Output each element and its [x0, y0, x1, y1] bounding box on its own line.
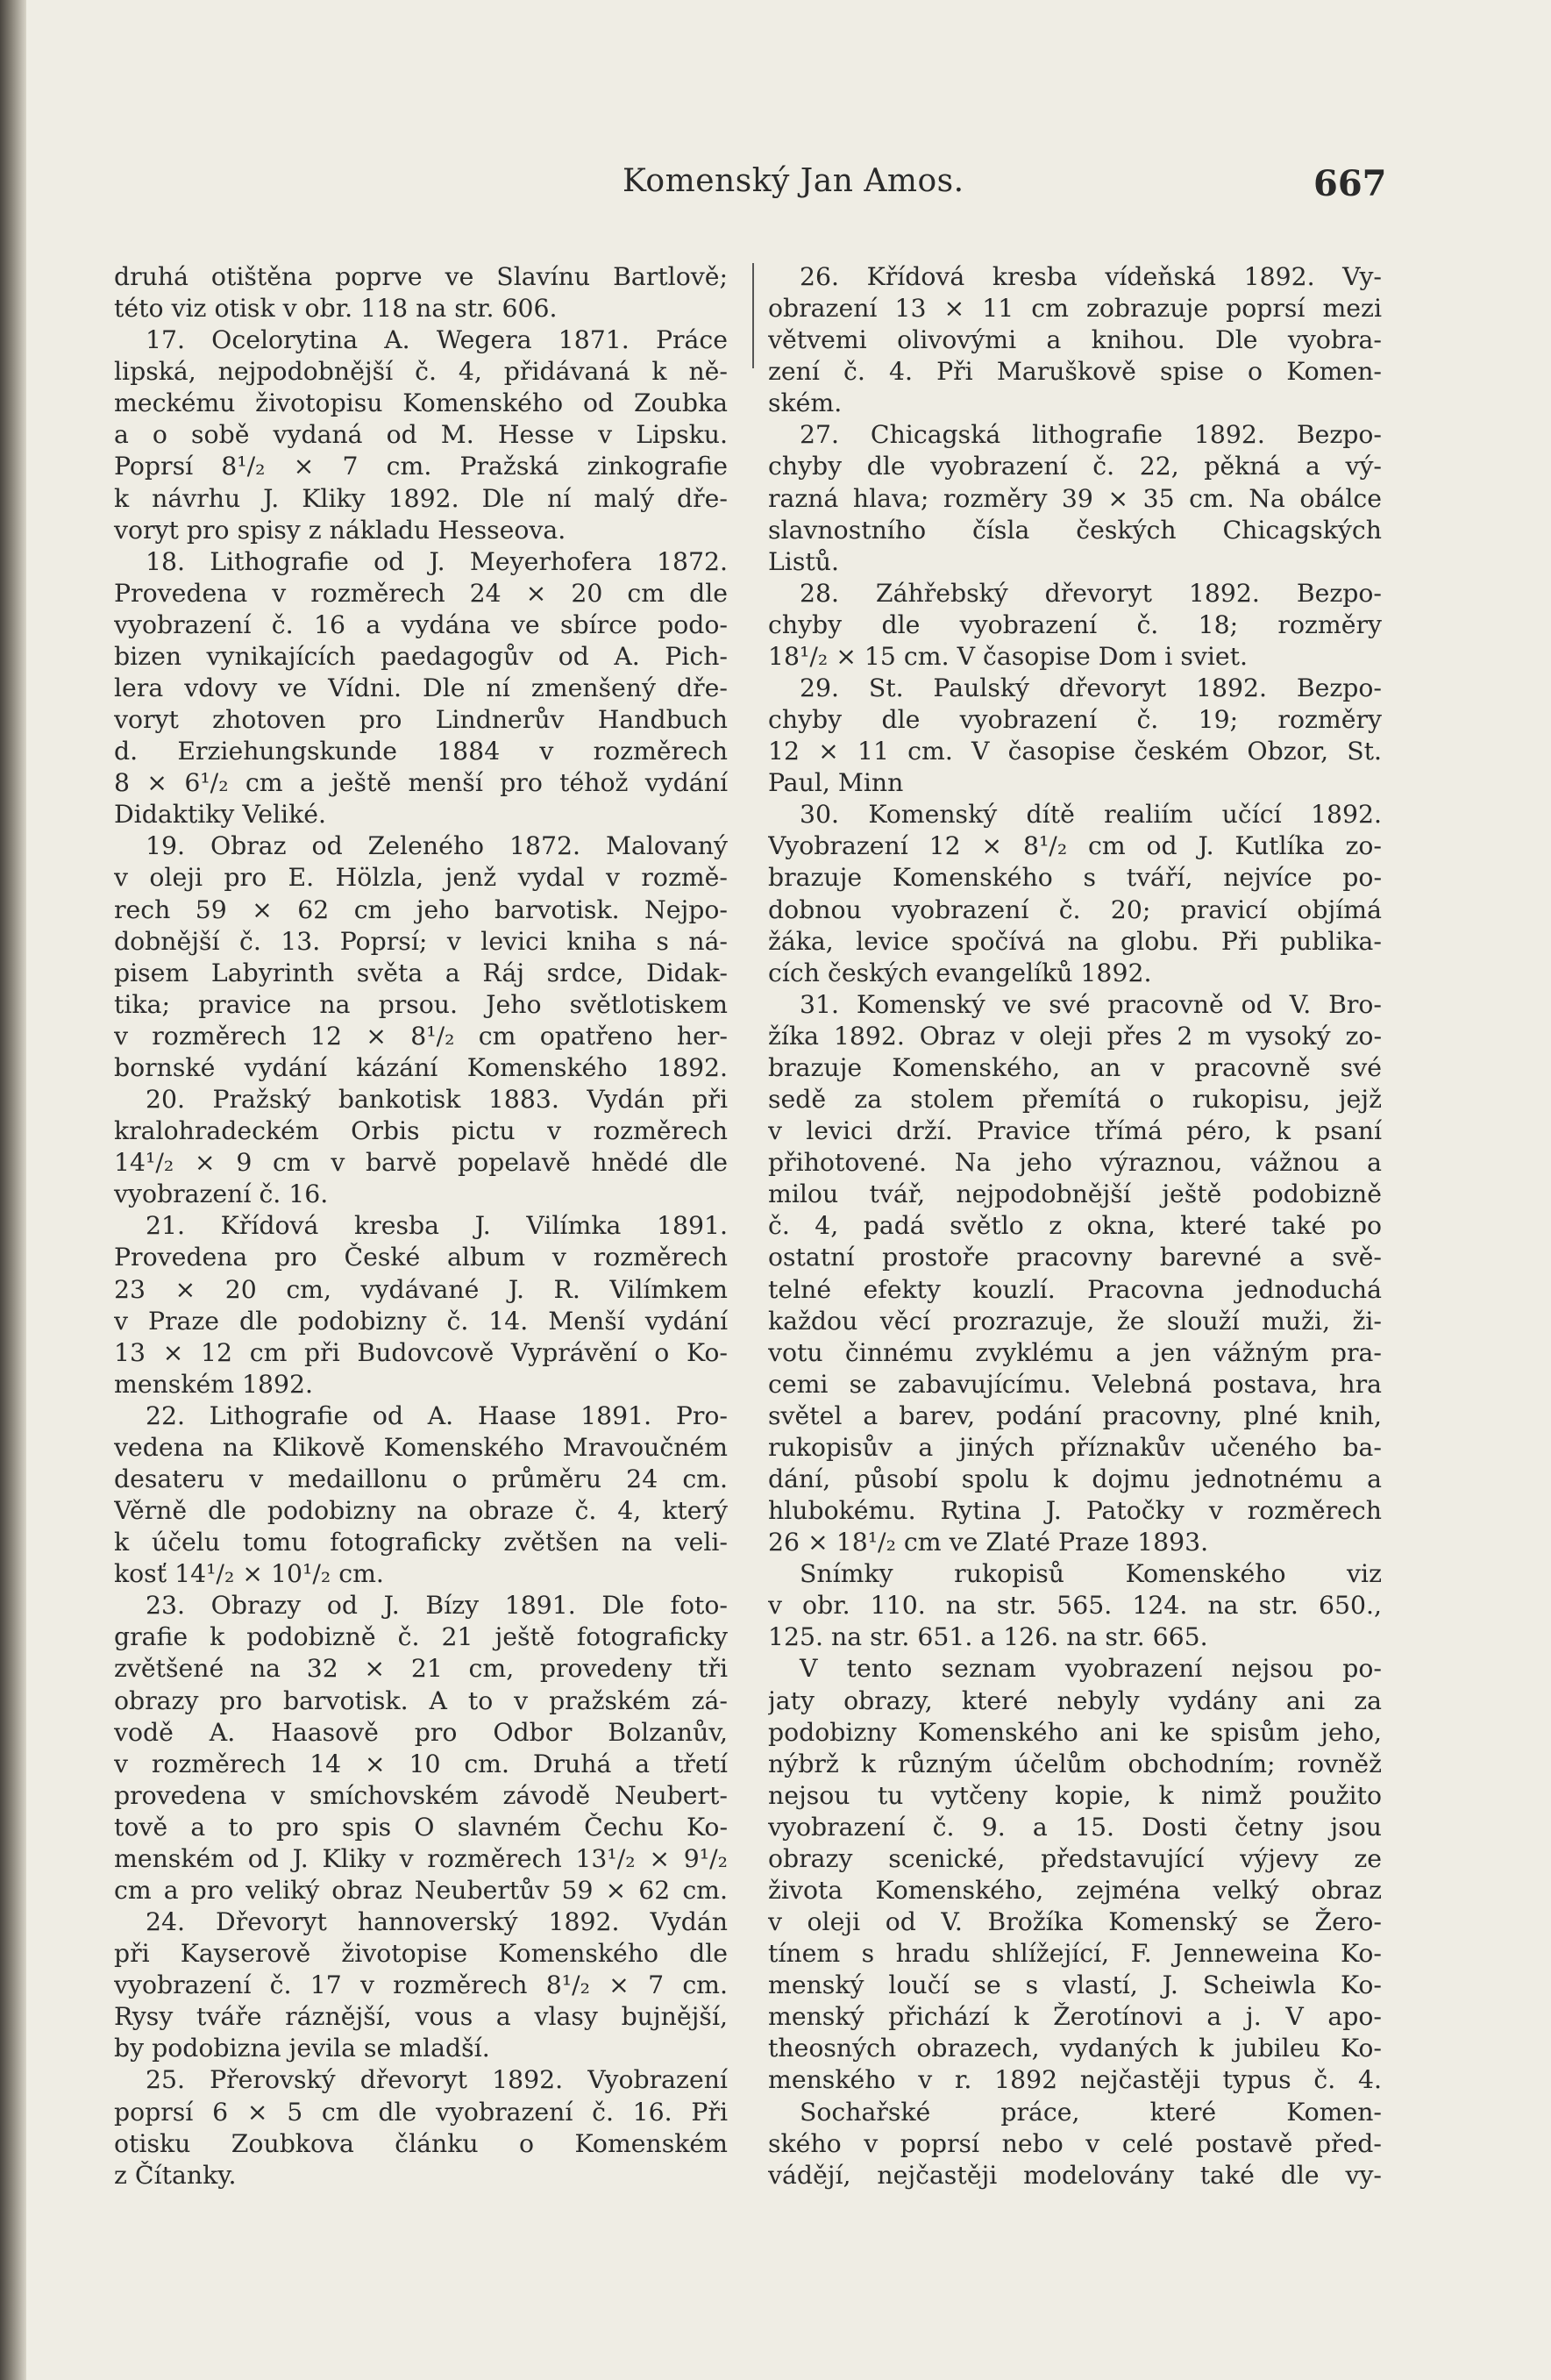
text-line: sedě za stolem přemítá o rukopisu, jejž	[768, 1085, 1382, 1115]
text-line: lipská, nejpodobnější č. 4, přidávaná k ně-	[114, 357, 728, 387]
text-line: provedena v smíchovském závodě Neubert-	[114, 1780, 728, 1810]
text-line: 24. Dřevoryt hannoverský 1892. Vydán	[146, 1907, 728, 1937]
text-line: 17. Ocelorytina A. Wegera 1871. Práce	[146, 325, 728, 355]
text-line: ostatní prostoře pracovny barevné a svě-	[768, 1243, 1382, 1272]
text-line: desateru v medaillonu o průměru 24 cm.	[114, 1464, 728, 1493]
text-line: tínem s hradu shlížející, F. Jenneweina Ko-	[768, 1939, 1382, 1969]
text-line: chyby dle vyobrazení č. 18; rozměry	[768, 609, 1382, 639]
text-line: 31. Komenský ve své pracovně od V. Bro-	[800, 989, 1382, 1019]
book-page	[26, 0, 1551, 2380]
text-line: tika; pravice na prsou. Jeho světlotiskem	[114, 989, 728, 1019]
text-line: v Praze dle podobizny č. 14. Menší vydání	[114, 1306, 728, 1336]
text-line: hlubokému. Rytina J. Patočky v rozměrech	[768, 1496, 1382, 1526]
page-number: 667	[1313, 163, 1387, 204]
text-line: světel a barev, podání pracovny, plné knih,	[768, 1400, 1382, 1430]
text-line: 30. Komenský dítě realiím učící 1892.	[800, 800, 1382, 830]
text-line: podobizny Komenského ani ke spisům jeho,	[768, 1717, 1382, 1747]
text-line: telné efekty kouzlí. Pracovna jednoduchá	[768, 1274, 1382, 1304]
text-line: jaty obrazy, které nebyly vydány ani za	[768, 1685, 1382, 1715]
text-line: rukopisův a jiných příznakův učeného ba-	[768, 1432, 1382, 1462]
text-line: obrazení 13 × 11 cm zobrazuje poprsí mezi	[768, 294, 1382, 324]
text-line: života Komenského, zejména velký obraz	[768, 1875, 1382, 1905]
text-line: 25. Přerovský dřevoryt 1892. Vyobrazení	[146, 2065, 728, 2095]
text-line: každou věcí prozrazuje, že slouží muži, ži-	[768, 1306, 1382, 1336]
text-line: Vyobrazení 12 × 8¹/₂ cm od J. Kutlíka zo-	[768, 831, 1382, 861]
text-line: kralohradeckém Orbis pictu v rozměrech	[114, 1116, 728, 1146]
text-line: této viz otisk v obr. 118 na str. 606.	[114, 294, 558, 324]
text-line: 22. Lithografie od A. Haase 1891. Pro-	[146, 1400, 728, 1430]
text-line: zení č. 4. Při Maruškově spise o Komen-	[768, 357, 1382, 387]
text-line: brazuje Komenského, an v pracovně své	[768, 1052, 1382, 1082]
text-line: voryt pro spisy z nákladu Hesseova.	[114, 515, 566, 545]
text-line: 27. Chicagská lithografie 1892. Bezpo-	[800, 420, 1382, 450]
text-line: Poprsí 8¹/₂ × 7 cm. Pražská zinkografie	[114, 452, 728, 481]
text-line: rech 59 × 62 cm jeho barvotisk. Nejpo-	[114, 894, 728, 924]
text-line: 28. Záhřebský dřevoryt 1892. Bezpo-	[800, 578, 1382, 608]
text-line: v oleji od V. Brožíka Komenský se Žero-	[768, 1907, 1382, 1937]
text-line: vyobrazení č. 16 a vydána ve sbírce podo-	[114, 609, 728, 639]
text-line: chyby dle vyobrazení č. 22, pěkná a vý-	[768, 452, 1382, 481]
text-line: nýbrž k různým účelům obchodním; rovněž	[768, 1749, 1382, 1778]
left-text-column	[114, 261, 728, 2191]
text-line: 21. Křídová kresba J. Vilímka 1891.	[146, 1211, 728, 1241]
text-line: 26 × 18¹/₂ cm ve Zlaté Praze 1893.	[768, 1528, 1209, 1557]
text-line: větvemi olivovými a knihou. Dle vyobra-	[768, 325, 1382, 355]
text-line: 13 × 12 cm při Budovcově Vyprávění o Ko-	[114, 1337, 728, 1367]
text-line: Věrně dle podobizny na obraze č. 4, který	[114, 1496, 728, 1526]
text-line: tově a to pro spis O slavném Čechu Ko-	[114, 1812, 728, 1842]
text-line: grafie k podobizně č. 21 ještě fotograficky	[114, 1622, 728, 1652]
text-line: dání, působí spolu k dojmu jednotnému a	[768, 1464, 1382, 1493]
text-line: Provedena pro České album v rozměrech	[114, 1243, 728, 1272]
text-line: bizen vynikajících paedagogův od A. Pich-	[114, 641, 728, 671]
text-line: druhá otištěna poprve ve Slavínu Bartlově;	[114, 262, 728, 291]
text-line: chyby dle vyobrazení č. 19; rozměry	[768, 705, 1382, 735]
text-line: č. 4, padá světlo z okna, které také po	[768, 1211, 1382, 1241]
text-line: meckému životopisu Komenského od Zoubka	[114, 388, 728, 418]
text-line: 23. Obrazy od J. Bízy 1891. Dle foto-	[146, 1591, 728, 1621]
text-line: Provedena v rozměrech 24 × 20 cm dle	[114, 578, 728, 608]
text-line: by podobizna jevila se mladší.	[114, 2034, 490, 2063]
text-line: a o sobě vydaná od M. Hesse v Lipsku.	[114, 420, 728, 450]
text-line: 29. St. Paulský dřevoryt 1892. Bezpo-	[800, 673, 1382, 703]
text-line: vodě A. Haasově pro Odbor Bolzanův,	[114, 1717, 728, 1747]
text-line: votu činnému zvyklému a jen vážným pra-	[768, 1337, 1382, 1367]
text-line: theosných obrazech, vydaných k jubileu Ko-	[768, 2034, 1382, 2063]
text-line: Rysy tváře ráznější, vous a vlasy bujnější,	[114, 2002, 728, 2032]
text-line: 26. Křídová kresba vídeňská 1892. Vy-	[800, 262, 1382, 291]
text-line: obrazy scenické, představující výjevy ze	[768, 1843, 1382, 1873]
text-line: k návrhu J. Kliky 1892. Dle ní malý dře-	[114, 483, 728, 513]
text-line: 14¹/₂ × 9 cm v barvě popelavě hnědé dle	[114, 1148, 728, 1178]
text-line: ském.	[768, 388, 843, 418]
book-binding-edge	[0, 0, 26, 2380]
text-line: v levici drží. Pravice třímá péro, k psaní	[768, 1116, 1382, 1146]
text-line: kosť 14¹/₂ × 10¹/₂ cm.	[114, 1559, 384, 1589]
text-line: milou tvář, nejpodobnější ještě podobizně	[768, 1179, 1382, 1209]
text-line: cm a pro veliký obraz Neubertův 59 × 62 cm.	[114, 1875, 728, 1905]
text-line: menském od J. Kliky v rozměrech 13¹/₂ × 9¹/₂	[114, 1843, 728, 1873]
text-line: vedena na Klikově Komenského Mravoučném	[114, 1432, 728, 1462]
text-line: v oleji pro E. Hölzla, jenž vydal v rozmě-	[114, 863, 728, 893]
column-divider	[752, 263, 754, 2368]
text-line: lera vdovy ve Vídni. Dle ní zmenšený dře-	[114, 673, 728, 703]
text-line: 18. Lithografie od J. Meyerhofera 1872.	[146, 546, 728, 576]
text-line: brazuje Komenského s tváří, nejvíce po-	[768, 863, 1382, 893]
text-line: Didaktiky Veliké.	[114, 800, 326, 830]
text-line: ského v poprsí nebo v celé postavě před-	[768, 2128, 1382, 2158]
text-line: dobnější č. 13. Poprsí; v levici kniha s ná-	[114, 926, 728, 956]
text-line: v obr. 110. na str. 565. 124. na str. 650.,	[768, 1591, 1382, 1621]
text-line: 20. Pražský bankotisk 1883. Vydán při	[146, 1085, 728, 1115]
text-line: cemi se zabavujícímu. Velebná postava, hra	[768, 1369, 1382, 1399]
text-line: V tento seznam vyobrazení nejsou po-	[800, 1654, 1382, 1684]
text-line: Paul, Minn	[768, 768, 904, 798]
text-line: obrazy pro barvotisk. A to v pražském zá-	[114, 1685, 728, 1715]
text-line: otisku Zoubkova článku o Komenském	[114, 2128, 728, 2158]
text-line: d. Erziehungskunde 1884 v rozměrech	[114, 737, 728, 766]
text-line: 19. Obraz od Zeleného 1872. Malovaný	[146, 831, 728, 861]
text-line: nejsou tu vytčeny kopie, k nimž použito	[768, 1780, 1382, 1810]
text-line: Listů.	[768, 546, 839, 576]
text-line: k účelu tomu fotograficky zvětšen na veli-	[114, 1528, 728, 1557]
text-line: poprsí 6 × 5 cm dle vyobrazení č. 16. Při	[114, 2097, 728, 2127]
text-line: vádějí, nejčastěji modelovány také dle vy-	[768, 2160, 1382, 2190]
text-line: Snímky rukopisů Komenského viz	[800, 1559, 1382, 1589]
text-line: vyobrazení č. 16.	[114, 1179, 329, 1209]
text-line: 125. na str. 651. a 126. na str. 665.	[768, 1622, 1208, 1652]
text-line: 18¹/₂ × 15 cm. V časopise Dom i sviet.	[768, 641, 1248, 671]
text-line: 23 × 20 cm, vydávané J. R. Vilímkem	[114, 1274, 728, 1304]
text-line: slavnostního čísla českých Chicagských	[768, 515, 1382, 545]
right-text-column	[768, 261, 1382, 2191]
text-line: menského v r. 1892 nejčastěji typus č. 4.	[768, 2065, 1382, 2095]
text-line: vyobrazení č. 17 v rozměrech 8¹/₂ × 7 cm.	[114, 1970, 728, 2000]
text-line: při Kayserově životopise Komenského dle	[114, 1939, 728, 1969]
text-line: v rozměrech 14 × 10 cm. Druhá a třetí	[114, 1749, 728, 1778]
text-line: menský přichází k Žerotínovi a j. V apo-	[768, 2002, 1382, 2032]
text-line: razná hlava; rozměry 39 × 35 cm. Na obálce	[768, 483, 1382, 513]
text-line: vyobrazení č. 9. a 15. Dosti četny jsou	[768, 1812, 1382, 1842]
text-line: zvětšené na 32 × 21 cm, provedeny tři	[114, 1654, 728, 1684]
text-line: pisem Labyrinth světa a Ráj srdce, Didak-	[114, 958, 728, 987]
text-line: menský loučí se s vlastí, J. Scheiwla Ko-	[768, 1970, 1382, 2000]
text-line: žíka 1892. Obraz v oleji přes 2 m vysoký zo-	[768, 1021, 1382, 1051]
text-line: přihotovené. Na jeho výraznou, vážnou a	[768, 1148, 1382, 1178]
text-line: 8 × 6¹/₂ cm a ještě menší pro téhož vydání	[114, 768, 728, 798]
text-line: bornské vydání kázání Komenského 1892.	[114, 1052, 728, 1082]
text-line: žáka, levice spočívá na globu. Při publika-	[768, 926, 1382, 956]
text-line: Sochařské práce, které Komen-	[800, 2097, 1382, 2127]
text-line: 12 × 11 cm. V časopise českém Obzor, St.	[768, 737, 1382, 766]
text-line: voryt zhotoven pro Lindnerův Handbuch	[114, 705, 728, 735]
text-line: z Čítanky.	[114, 2160, 237, 2190]
text-line: dobnou vyobrazení č. 20; pravicí objímá	[768, 894, 1382, 924]
text-line: v rozměrech 12 × 8¹/₂ cm opatřeno her-	[114, 1021, 728, 1051]
running-title: Komenský Jan Amos.	[623, 163, 964, 199]
text-line: cích českých evangelíků 1892.	[768, 958, 1152, 987]
text-line: menském 1892.	[114, 1369, 314, 1399]
